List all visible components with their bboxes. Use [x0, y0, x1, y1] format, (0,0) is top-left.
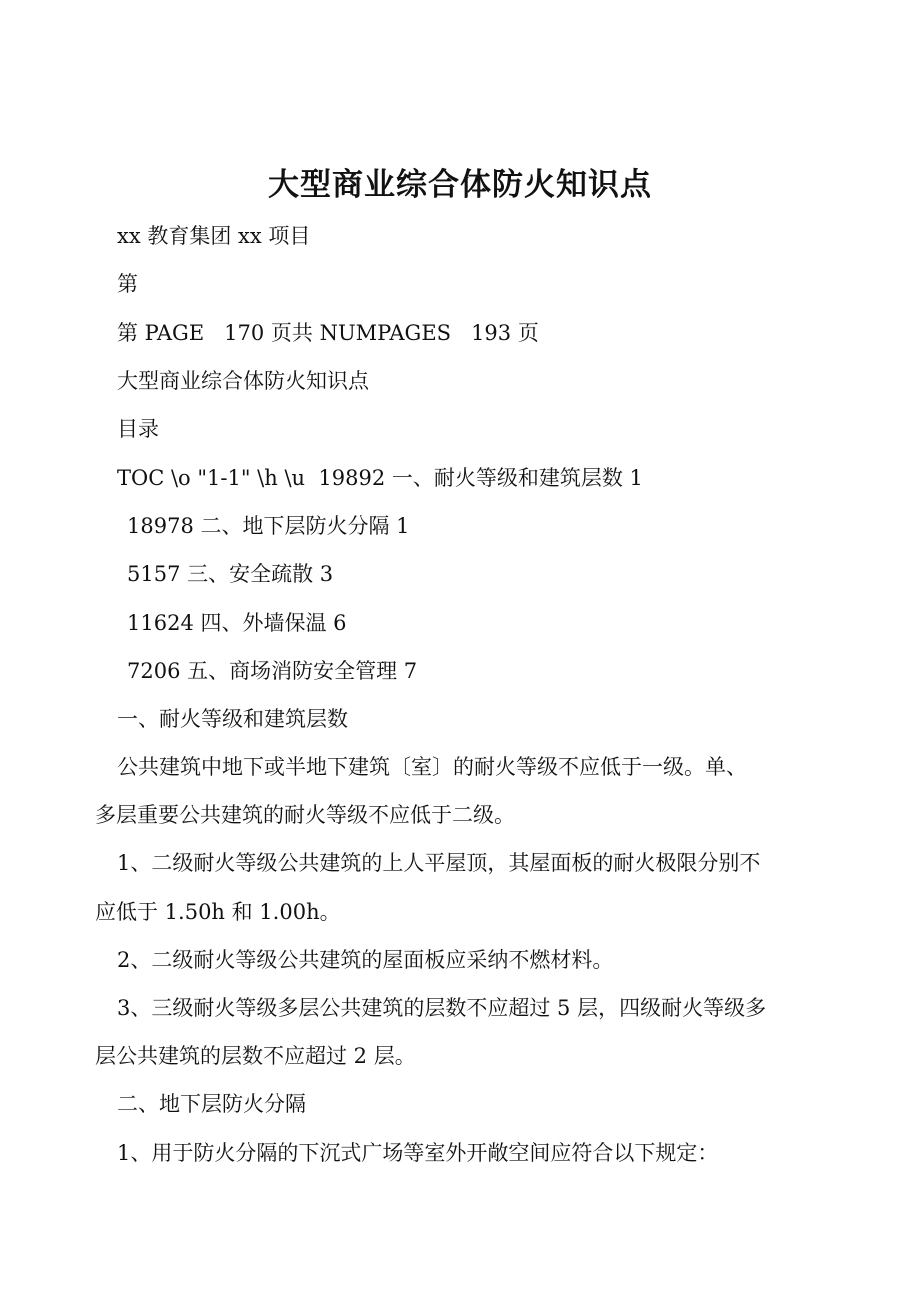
paragraph-line: 3、三级耐火等级多层公共建筑的层数不应超过 5 层，四级耐火等级多 — [117, 996, 767, 1020]
paragraph-line: 2、二级耐火等级公共建筑的屋面板应采纳不燃材料。 — [117, 948, 614, 972]
paragraph-line: 公共建筑中地下或半地下建筑〔室〕的耐火等级不应低于一级。单、 — [117, 755, 747, 779]
org-line: xx 教育集团 xx 项目 — [117, 224, 311, 248]
toc-line[interactable]: 7206 五、商场消防安全管理 7 — [127, 659, 418, 683]
toc-line[interactable]: 5157 三、安全疏散 3 — [127, 562, 334, 586]
toc-heading: 目录 — [117, 417, 159, 441]
document-title: 大型商业综合体防火知识点 — [268, 167, 652, 203]
toc-line[interactable]: 18978 二、地下层防火分隔 1 — [127, 514, 410, 538]
page-prefix: 第 — [117, 272, 138, 296]
paragraph-line: 应低于 1.50h 和 1.00h。 — [95, 900, 341, 924]
paragraph-line: 层公共建筑的层数不应超过 2 层。 — [95, 1044, 416, 1068]
document-subtitle: 大型商业综合体防火知识点 — [117, 369, 369, 393]
section-heading: 一、耐火等级和建筑层数 — [117, 707, 348, 731]
paragraph-line: 多层重要公共建筑的耐火等级不应低于二级。 — [95, 803, 515, 827]
paragraph-line: 1、用于防火分隔的下沉式广场等室外开敞空间应符合以下规定： — [117, 1141, 719, 1165]
toc-line[interactable]: TOC \o "1-1" \h \u 19892 一、耐火等级和建筑层数 1 — [117, 466, 643, 490]
section-heading: 二、地下层防火分隔 — [117, 1092, 306, 1116]
page-field-line: 第 PAGE 170 页共 NUMPAGES 193 页 — [117, 321, 539, 345]
toc-line[interactable]: 11624 四、外墙保温 6 — [127, 611, 347, 635]
paragraph-line: 1、二级耐火等级公共建筑的上人平屋顶，其屋面板的耐火极限分别不 — [117, 851, 761, 875]
